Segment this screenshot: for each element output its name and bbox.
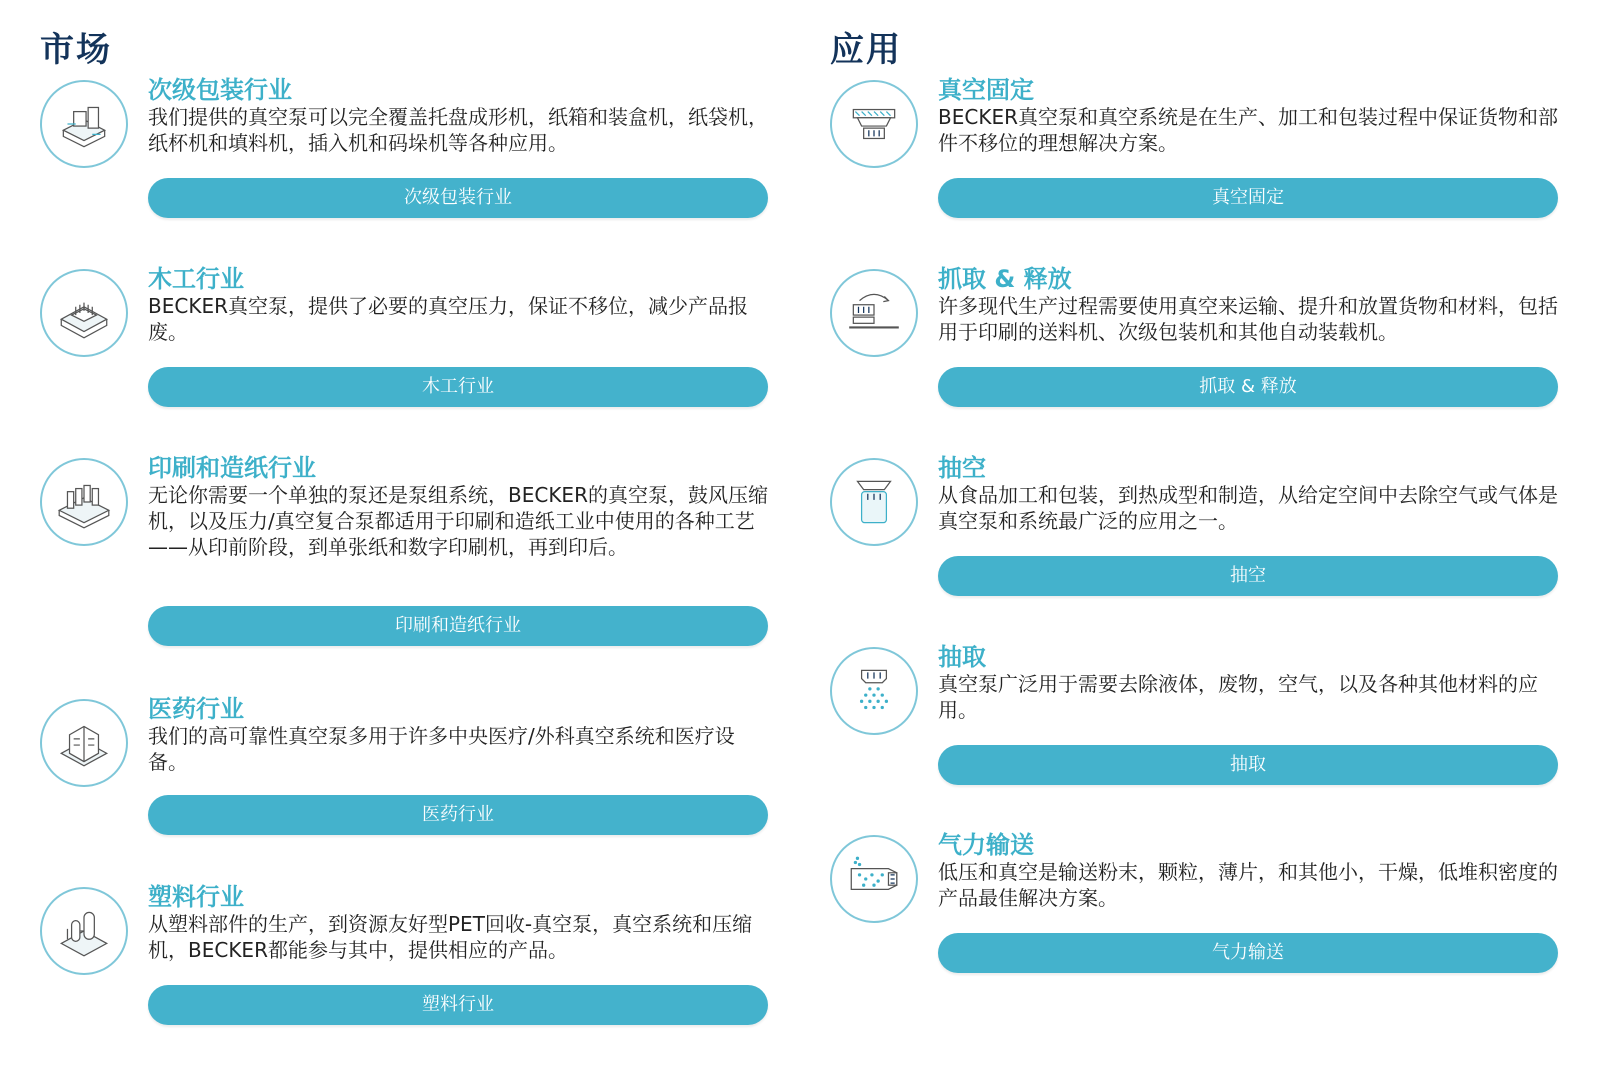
- application-description: 真空泵广泛用于需要去除液体，废物，空气，以及各种其他材料的应用。: [938, 672, 1538, 722]
- market-button-printing[interactable]: 印刷和造纸行业: [148, 606, 768, 646]
- packaging-machine-icon: [40, 80, 128, 168]
- market-button-packaging[interactable]: 次级包装行业: [148, 178, 768, 218]
- application-description: 从食品加工和包装，到热成型和制造，从给定空间中去除空气或气体是真空泵和系统最广泛的应用之一。: [938, 483, 1558, 533]
- application-button-pick-release[interactable]: 抓取 & 释放: [938, 367, 1558, 407]
- application-button-extraction[interactable]: 抽取: [938, 745, 1558, 785]
- market-description: 我们的高可靠性真空泵多用于许多中央医疗/外科真空系统和医疗设备。: [148, 724, 735, 774]
- evacuation-icon: [830, 458, 918, 546]
- markets-heading: 市场: [40, 30, 112, 70]
- vacuum-clamping-icon: [830, 80, 918, 168]
- plastics-plant-icon: [40, 887, 128, 975]
- application-button-evacuation[interactable]: 抽空: [938, 556, 1558, 596]
- application-title: 抽空: [938, 454, 986, 482]
- pick-and-place-icon: [830, 269, 918, 357]
- market-title: 次级包装行业: [148, 76, 292, 104]
- application-item-conveying: [790, 825, 1570, 1015]
- market-description: BECKER真空泵，提供了必要的真空压力，保证不移位，减少产品报废。: [148, 294, 748, 344]
- market-item-printing: [0, 448, 780, 638]
- printing-press-icon: [40, 458, 128, 546]
- application-title: 气力输送: [938, 831, 1034, 859]
- hospital-icon: [40, 699, 128, 787]
- market-description: 无论你需要一个单独的泵还是泵组系统，BECKER的真空泵，鼓风压缩机，以及压力/真空复合泵都适用于印刷和造纸工业中使用的各种工艺——从印前阶段，到单张纸和数字印刷机，再到印后。: [148, 483, 768, 559]
- application-item-pick-release: [790, 259, 1570, 449]
- market-title: 塑料行业: [148, 883, 244, 911]
- applications-heading: 应用: [830, 30, 902, 70]
- market-title: 医药行业: [148, 695, 244, 723]
- market-button-plastics[interactable]: 塑料行业: [148, 985, 768, 1025]
- application-button-clamping[interactable]: 真空固定: [938, 178, 1558, 218]
- market-title: 木工行业: [148, 265, 244, 293]
- application-item-clamping: [790, 70, 1570, 260]
- application-item-evacuation: [790, 448, 1570, 638]
- application-title: 真空固定: [938, 76, 1034, 104]
- application-title: 抓取 & 释放: [938, 265, 1072, 293]
- market-item-packaging: [0, 70, 780, 260]
- market-button-medical[interactable]: 医药行业: [148, 795, 768, 835]
- market-item-woodworking: [0, 259, 780, 449]
- market-button-woodworking[interactable]: 木工行业: [148, 367, 768, 407]
- application-description: 许多现代生产过程需要使用真空来运输、提升和放置货物和材料，包括用于印刷的送料机、次级包装机和其他自动装载机。: [938, 294, 1558, 344]
- extraction-icon: [830, 647, 918, 735]
- application-button-conveying[interactable]: 气力输送: [938, 933, 1558, 973]
- market-description: 从塑料部件的生产，到资源友好型PET回收-真空泵，真空系统和压缩机，BECKER都能参与其中，提供相应的产品。: [148, 912, 753, 962]
- woodworking-machine-icon: [40, 269, 128, 357]
- market-item-medical: [0, 689, 780, 879]
- market-item-plastics: [0, 877, 780, 1067]
- application-title: 抽取: [938, 643, 986, 671]
- application-item-extraction: [790, 637, 1570, 827]
- market-title: 印刷和造纸行业: [148, 454, 316, 482]
- application-description: BECKER真空泵和真空系统是在生产、加工和包装过程中保证货物和部件不移位的理想解决方案。: [938, 105, 1558, 155]
- pneumatic-conveying-icon: [830, 835, 918, 923]
- application-description: 低压和真空是输送粉末，颗粒，薄片，和其他小，干燥，低堆积密度的产品最佳解决方案。: [938, 860, 1558, 910]
- market-description: 我们提供的真空泵可以完全覆盖托盘成形机，纸箱和装盒机，纸袋机，纸杯机和填料机，插入机和码垛机等各种应用。: [148, 105, 768, 155]
